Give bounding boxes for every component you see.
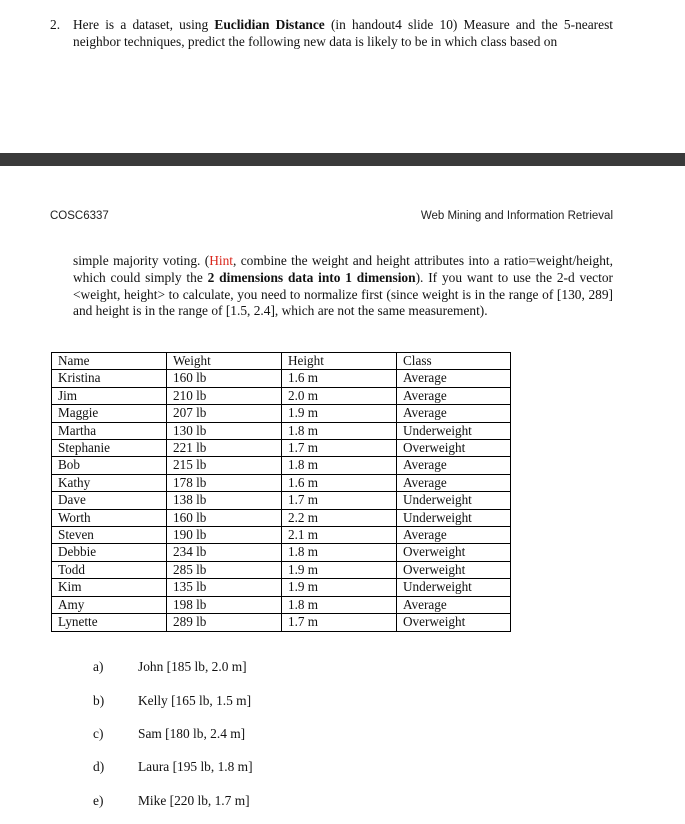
cell-height: 1.7 m <box>282 492 397 509</box>
option-item <box>93 792 250 809</box>
table-row <box>52 440 511 457</box>
table-row <box>52 422 511 439</box>
cell-name: Kristina <box>52 370 167 387</box>
cell-name: Kim <box>52 579 167 596</box>
cell-weight: 160 lb <box>167 509 282 526</box>
cell-name: Amy <box>52 596 167 613</box>
cell-name: Jim <box>52 387 167 404</box>
option-item <box>93 658 247 675</box>
cell-class: Average <box>397 527 511 544</box>
dimension-bold: 2 dimensions data into 1 dimension <box>207 269 416 285</box>
table-row <box>52 509 511 526</box>
cell-weight: 210 lb <box>167 387 282 404</box>
cell-height: 1.6 m <box>282 370 397 387</box>
cell-name: Worth <box>52 509 167 526</box>
table-row <box>52 596 511 613</box>
cell-name: Name <box>52 353 167 370</box>
cell-name: Martha <box>52 422 167 439</box>
option-label: b) <box>93 693 105 708</box>
option-item <box>93 725 245 742</box>
dataset-table <box>51 352 511 632</box>
cell-height: 1.9 m <box>282 561 397 578</box>
cell-weight: 221 lb <box>167 440 282 457</box>
option-text: Sam [180 lb, 2.4 m] <box>138 726 246 741</box>
cell-weight: 135 lb <box>167 579 282 596</box>
option-item <box>93 758 253 775</box>
table-row <box>52 405 511 422</box>
option-label: e) <box>93 793 104 808</box>
option-label: c) <box>93 726 104 741</box>
header-course-title: Web Mining and Information Retrieval <box>420 210 613 222</box>
option-label: a) <box>93 659 104 674</box>
table-row <box>52 492 511 509</box>
table-row <box>52 474 511 491</box>
cell-height: 1.7 m <box>282 614 397 631</box>
cell-class: Overweight <box>397 561 511 578</box>
continuation-paragraph: simple majority voting. (Hint, combine the weight and height attributes into a ratio=weight/height, which could simply the 2 dimensions data into 1 dimension). If you want to use the 2-d vector <weight, height> to calculate, you need to normalize first (since weight is in the range of [130, 289] and height is in the range of [1.5, 2.4], which are not the same measurement). <box>73 253 613 319</box>
cell-weight: 285 lb <box>167 561 282 578</box>
table-row <box>52 579 511 596</box>
table-row <box>52 561 511 578</box>
euclidian-distance-bold: Euclidian Distance <box>214 17 325 32</box>
cell-height: 2.2 m <box>282 509 397 526</box>
cell-class: Overweight <box>397 440 511 457</box>
table-header-row <box>52 353 511 370</box>
cell-class: Class <box>397 353 511 370</box>
cell-class: Average <box>397 457 511 474</box>
cell-class: Underweight <box>397 579 511 596</box>
cell-weight: 160 lb <box>167 370 282 387</box>
option-item <box>93 692 251 709</box>
cell-height: 1.9 m <box>282 405 397 422</box>
cell-name: Dave <box>52 492 167 509</box>
option-text: Mike [220 lb, 1.7 m] <box>138 793 250 808</box>
cell-class: Underweight <box>397 509 511 526</box>
table-row <box>52 614 511 631</box>
header-course-code: COSC6337 <box>50 210 109 222</box>
cell-name: Kathy <box>52 474 167 491</box>
cell-weight: 190 lb <box>167 527 282 544</box>
cell-weight: 234 lb <box>167 544 282 561</box>
cell-height: Height <box>282 353 397 370</box>
cell-height: 1.8 m <box>282 596 397 613</box>
question-text: Here is a dataset, using Euclidian Distance (in handout4 slide 10) Measure and the 5-nearest neighbor techniques, predict the following new data is likely to be in which class based on <box>73 17 613 49</box>
option-label: d) <box>93 759 105 774</box>
cell-name: Stephanie <box>52 440 167 457</box>
cell-weight: 178 lb <box>167 474 282 491</box>
table-row <box>52 370 511 387</box>
option-text: John [185 lb, 2.0 m] <box>138 659 247 674</box>
cell-name: Todd <box>52 561 167 578</box>
question-paragraph <box>50 16 613 50</box>
cell-weight: 198 lb <box>167 596 282 613</box>
table-row <box>52 527 511 544</box>
table-row <box>52 544 511 561</box>
cell-class: Average <box>397 596 511 613</box>
cell-height: 2.1 m <box>282 527 397 544</box>
option-text: Kelly [165 lb, 1.5 m] <box>138 693 252 708</box>
cell-name: Bob <box>52 457 167 474</box>
cell-class: Overweight <box>397 544 511 561</box>
cell-weight: Weight <box>167 353 282 370</box>
table-row <box>52 387 511 404</box>
cell-height: 1.6 m <box>282 474 397 491</box>
cell-height: 1.7 m <box>282 440 397 457</box>
cell-class: Average <box>397 387 511 404</box>
cell-weight: 138 lb <box>167 492 282 509</box>
cell-height: 1.8 m <box>282 457 397 474</box>
cell-class: Average <box>397 370 511 387</box>
cell-class: Underweight <box>397 492 511 509</box>
table-row <box>52 457 511 474</box>
option-text: Laura [195 lb, 1.8 m] <box>138 759 253 774</box>
cell-weight: 207 lb <box>167 405 282 422</box>
cell-name: Debbie <box>52 544 167 561</box>
cell-height: 1.8 m <box>282 422 397 439</box>
cell-class: Overweight <box>397 614 511 631</box>
cell-height: 1.9 m <box>282 579 397 596</box>
hint-label: Hint <box>209 253 233 268</box>
cell-class: Average <box>397 474 511 491</box>
cell-height: 2.0 m <box>282 387 397 404</box>
cell-class: Average <box>397 405 511 422</box>
cell-class: Underweight <box>397 422 511 439</box>
cell-weight: 215 lb <box>167 457 282 474</box>
question-number: 2. <box>50 17 61 32</box>
cell-name: Steven <box>52 527 167 544</box>
cell-name: Maggie <box>52 405 167 422</box>
cell-height: 1.8 m <box>282 544 397 561</box>
page-break-bar <box>0 153 685 166</box>
cell-weight: 130 lb <box>167 422 282 439</box>
cell-name: Lynette <box>52 614 167 631</box>
cell-weight: 289 lb <box>167 614 282 631</box>
